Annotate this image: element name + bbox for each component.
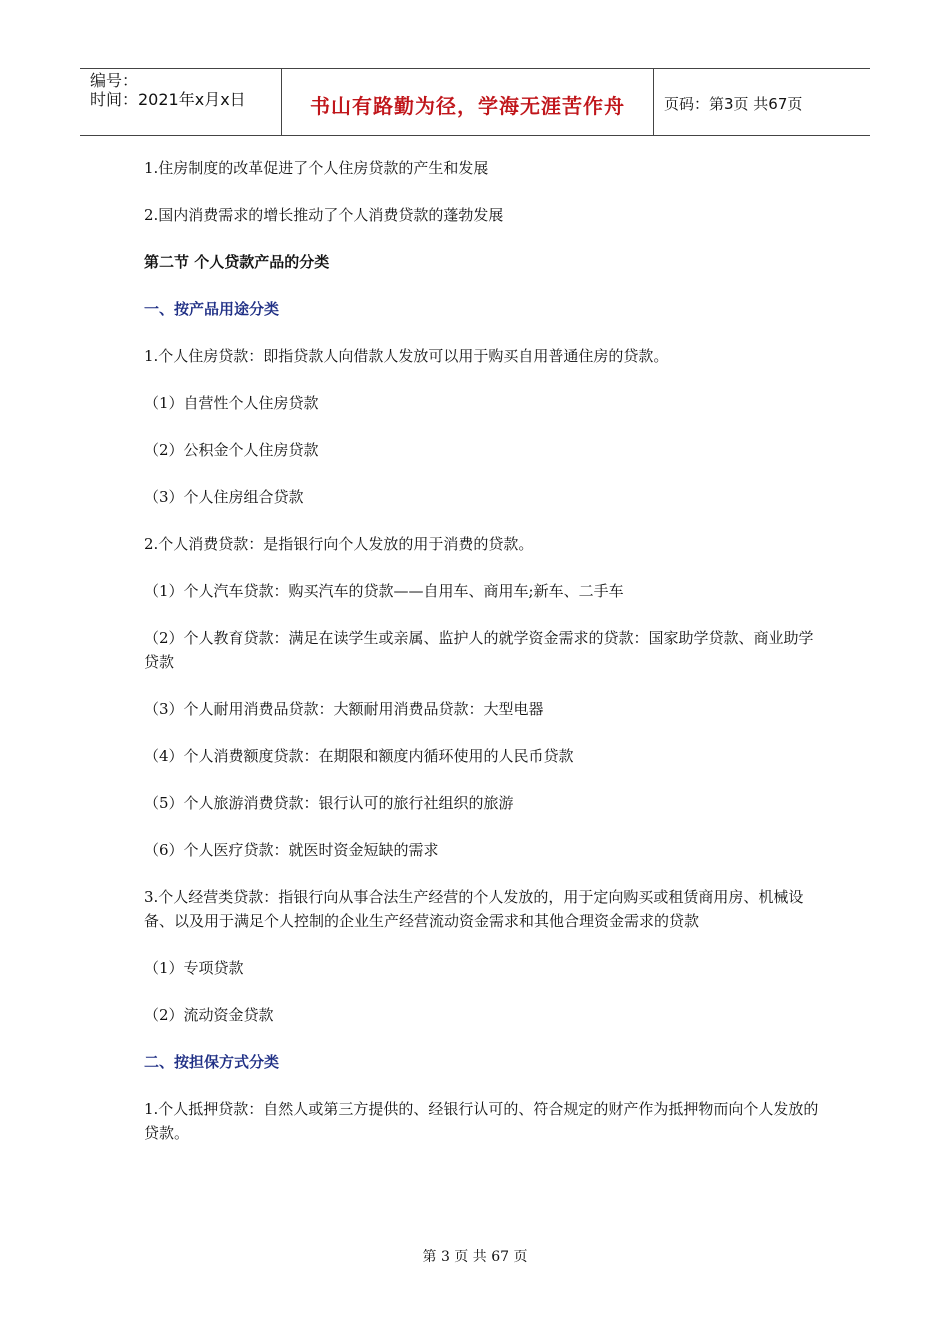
page-footer: 第 3 页 共 67 页 <box>422 1249 528 1265</box>
paragraph: 2.个人消费贷款：是指银行向个人发放的用于消费的贷款。 <box>144 535 534 553</box>
list-item: （1）个人汽车贷款：购买汽车的贷款——自用车、商用车;新车、二手车 <box>144 582 624 600</box>
paragraph: 1.住房制度的改革促进了个人住房贷款的产生和发展 <box>144 159 489 177</box>
header-motto: 书山有路勤为径，学海无涯苦作舟 <box>282 69 654 135</box>
paragraph: 3.个人经营类贷款：指银行向从事合法生产经营的个人发放的，用于定向购买或租赁商用房、机械设备、以及用于满足个人控制的企业生产经营流动资金需求和其他合理资金需求的贷款 <box>144 888 804 930</box>
document-header <box>80 68 870 136</box>
header-number-label: 编号： <box>90 71 139 90</box>
subsection-heading: 一、按产品用途分类 <box>144 300 280 318</box>
list-item: （4）个人消费额度贷款：在期限和额度内循环使用的人民币贷款 <box>144 747 574 765</box>
document-body <box>144 156 824 1168</box>
header-time-label: 时间：2021年x月x日 <box>90 90 246 109</box>
subsection-heading: 二、按担保方式分类 <box>144 1053 280 1071</box>
section-heading: 第二节 个人贷款产品的分类 <box>144 253 330 271</box>
list-item: （2）流动资金贷款 <box>144 1006 274 1024</box>
list-item: （2）公积金个人住房贷款 <box>144 441 319 459</box>
paragraph: 1.个人抵押贷款：自然人或第三方提供的、经银行认可的、符合规定的财产作为抵押物而向个人发放的贷款。 <box>144 1100 819 1142</box>
list-item: （1）自营性个人住房贷款 <box>144 394 319 412</box>
list-item: （3）个人住房组合贷款 <box>144 488 304 506</box>
header-page-info: 页码：第3页 共67页 <box>664 95 803 113</box>
list-item: （3）个人耐用消费品贷款：大额耐用消费品贷款：大型电器 <box>144 700 544 718</box>
list-item: （6）个人医疗贷款：就医时资金短缺的需求 <box>144 841 439 859</box>
header-meta <box>80 69 282 135</box>
list-item: （2）个人教育贷款：满足在读学生或亲属、监护人的就学资金需求的贷款：国家助学贷款、商业助学贷款 <box>144 629 814 671</box>
paragraph: 2.国内消费需求的增长推动了个人消费贷款的蓬勃发展 <box>144 206 504 224</box>
paragraph: 1.个人住房贷款：即指贷款人向借款人发放可以用于购买自用普通住房的贷款。 <box>144 347 669 365</box>
list-item: （1）专项贷款 <box>144 959 244 977</box>
list-item: （5）个人旅游消费贷款：银行认可的旅行社组织的旅游 <box>144 794 514 812</box>
